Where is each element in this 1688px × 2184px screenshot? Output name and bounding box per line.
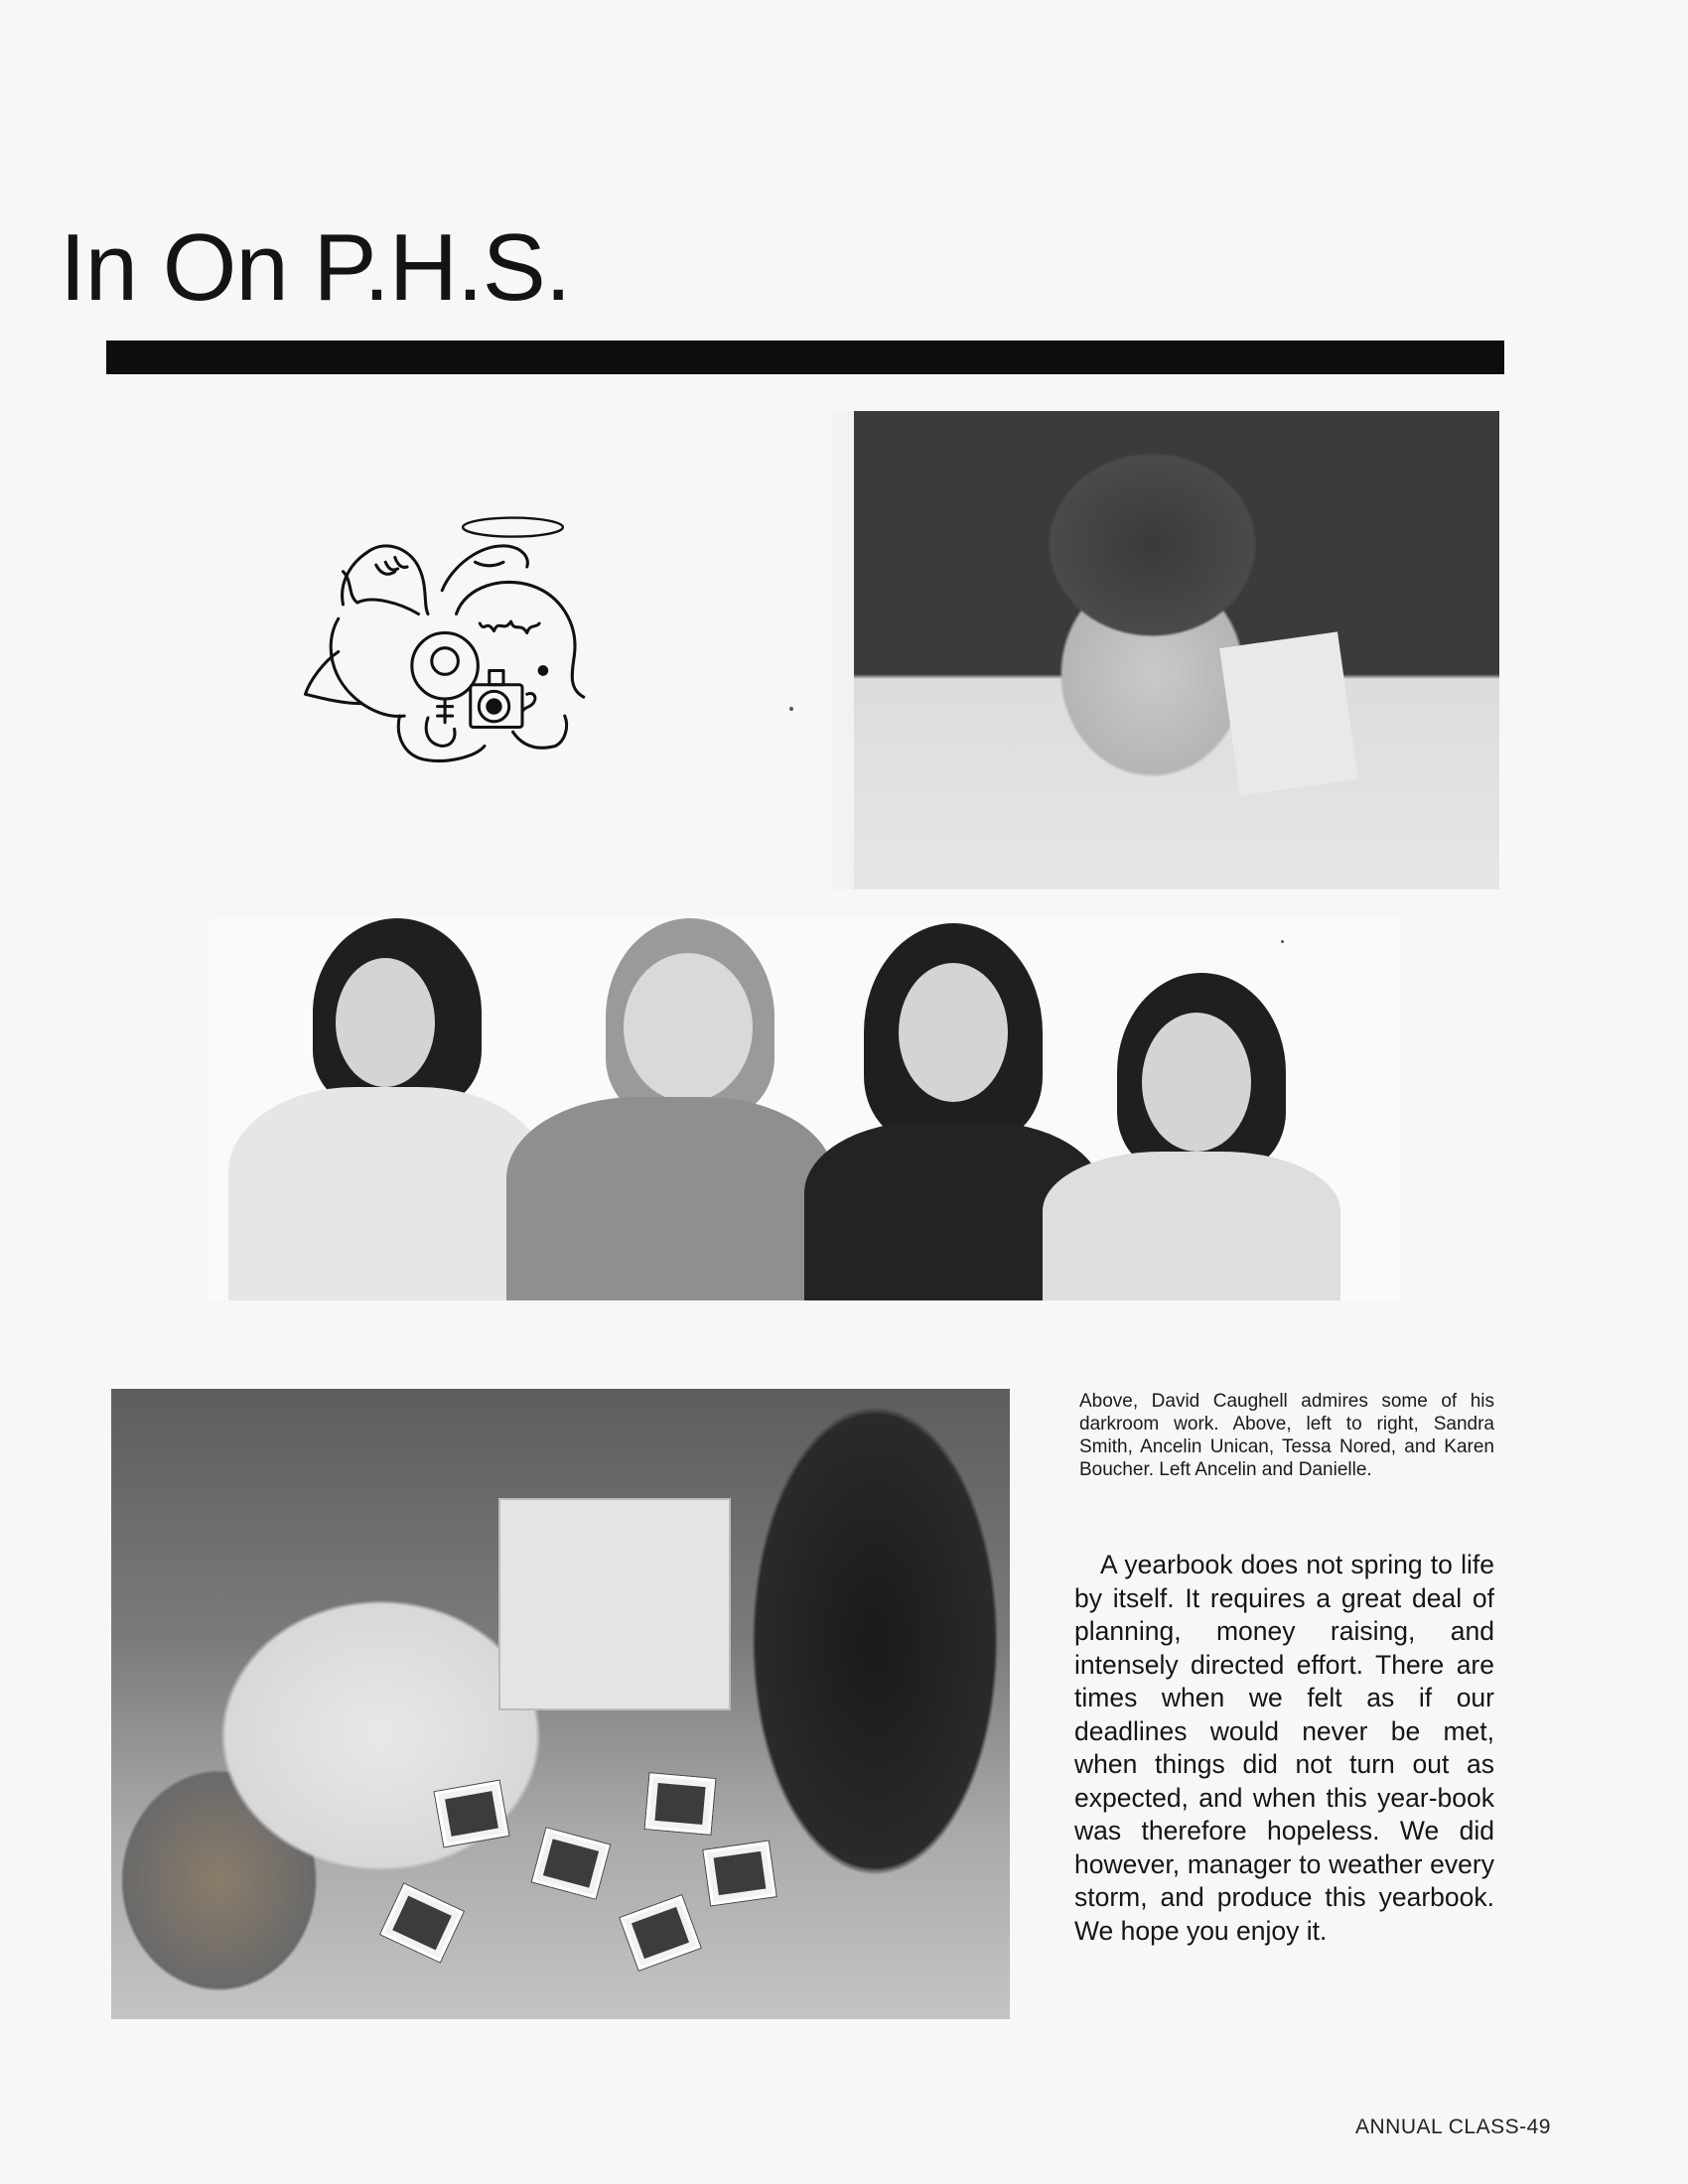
body-text: A yearbook does not spring to life by itself. It requires a great deal of planning, money raising, and intensely directed effort. There are times when we felt as if our deadlines would never be met, when things did not turn out as expected, and when this year-book was therefore hopeless. We did however, manager to weather every storm, and produce this yearbook. We hope you enjoy it. (1074, 1550, 1494, 1946)
print-speck (1281, 940, 1284, 943)
photo-ancelin-danielle-workroom (111, 1389, 1010, 2019)
photo-david-caughell (832, 411, 1499, 889)
photo-print (380, 1884, 463, 1963)
photo-four-girls (209, 918, 1400, 1300)
page-footer: ANNUAL CLASS-49 (1355, 2116, 1551, 2138)
photo-print (435, 1781, 509, 1847)
person-sandra-smith (228, 918, 546, 1300)
title-rule (106, 341, 1504, 374)
photo-print (645, 1773, 716, 1835)
print-speck (789, 707, 793, 711)
photo-print (532, 1828, 610, 1898)
person-karen-boucher (1043, 973, 1340, 1300)
photo-print (620, 1895, 700, 1970)
page-title: In On P.H.S. (60, 214, 571, 321)
person-ancelin-unican (506, 918, 834, 1300)
angel-with-camera-icon (283, 491, 611, 774)
photo-box (498, 1498, 731, 1710)
photo-caption: Above, David Caughell admires some of his darkroom work. Above, left to right, Sandra Smith, Ancelin Unican, Tessa Nored, and Karen Boucher. Left Ancelin and Danielle. (1079, 1391, 1494, 1480)
photo-print (703, 1842, 775, 1906)
